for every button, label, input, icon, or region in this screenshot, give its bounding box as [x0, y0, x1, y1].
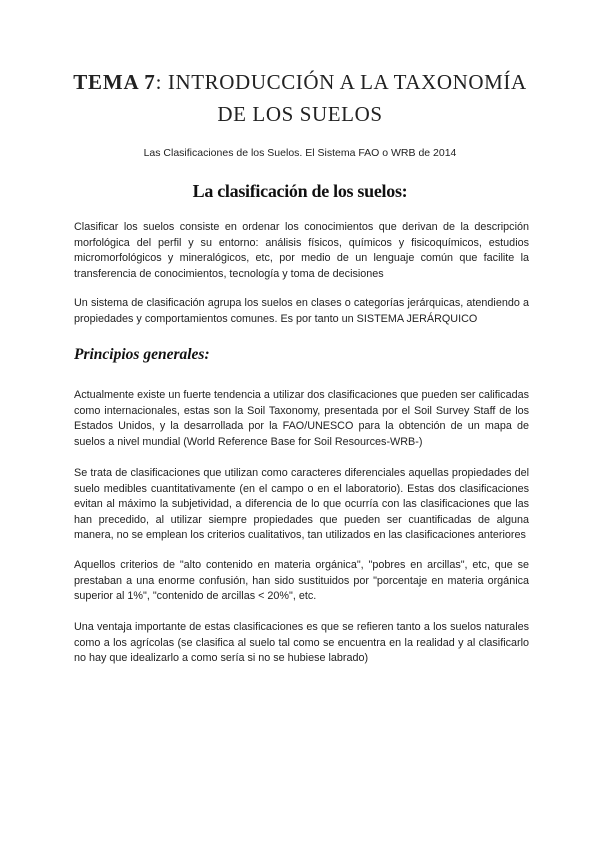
title-topic-name: : INTRODUCCIÓN A LA TAXONOMÍA DE LOS SUELOS: [155, 70, 527, 126]
paragraph-advantage: Una ventaja importante de estas clasificaciones es que se refieren tanto a los suelos naturales como a los agrícolas (se clasifica al suelo tal como se encuentra en la realidad y al clasificarlo no hay que idealizarlo a como sería si no se hubiese labrado): [74, 621, 529, 664]
section-heading: La clasificación de los suelos:: [192, 181, 408, 201]
paragraph-hierarchy: Un sistema de clasificación agrupa los suelos en clases o categorías jerárquicas, atendiendo a propiedades y comportamientos comunes. Es por tanto un SISTEMA JERÁRQUICO: [74, 297, 529, 325]
page-title: [60, 66, 540, 130]
page-subtitle: Las Clasificaciones de los Suelos. El Sistema FAO o WRB de 2014: [143, 147, 457, 159]
paragraph-criteria-examples: Aquellos criterios de "alto contenido en materia orgánica", "pobres en arcillas", etc, que se prestaban a una enorme confusión, han sido sustituidos por "porcentaje en materia orgánica superior al 1%", "contenido de arcillas < 20%", etc.: [74, 559, 529, 602]
paragraph-quantitative-properties: Se trata de clasificaciones que utilizan como caracteres diferenciales aquellas propiedades del suelo medibles cuantitativamente (en el campo o en el laboratorio). Estas dos clasificaciones evitan al máximo la subjetividad, a diferencia de lo que ocurría con las clasificaciones que las han precedido, al utilizar siempre propiedades que pueden ser cuantificadas de alguna manera, no se emplean los criterios cualitativos, tan utilizados en las clasificaciones anteriores: [74, 467, 529, 541]
title-topic-number: TEMA 7: [73, 70, 156, 94]
paragraph-definition: Clasificar los suelos consiste en ordenar los conocimientos que derivan de la descripción morfológica del perfil y su entorno: análisis físicos, químicos y fisicoquímicos, estudios micromorfológicos y mineralógicos, etc, por medio de un lenguaje común que facilite la transferencia de conocimientos, tecnología y toma de decisiones: [74, 221, 529, 280]
subsection-heading: Principios generales:: [74, 346, 210, 363]
paragraph-international-classifications: Actualmente existe un fuerte tendencia a utilizar dos clasificaciones que pueden ser calificadas como internacionales, estas son la Soil Taxonomy, presentada por el Soil Survey Staff de los Estados Unidos, y la desarrollada por la FAO/UNESCO para la obtención de un mapa de suelos a nivel mundial (World Reference Base for Soil Resources-WRB-): [74, 389, 529, 448]
